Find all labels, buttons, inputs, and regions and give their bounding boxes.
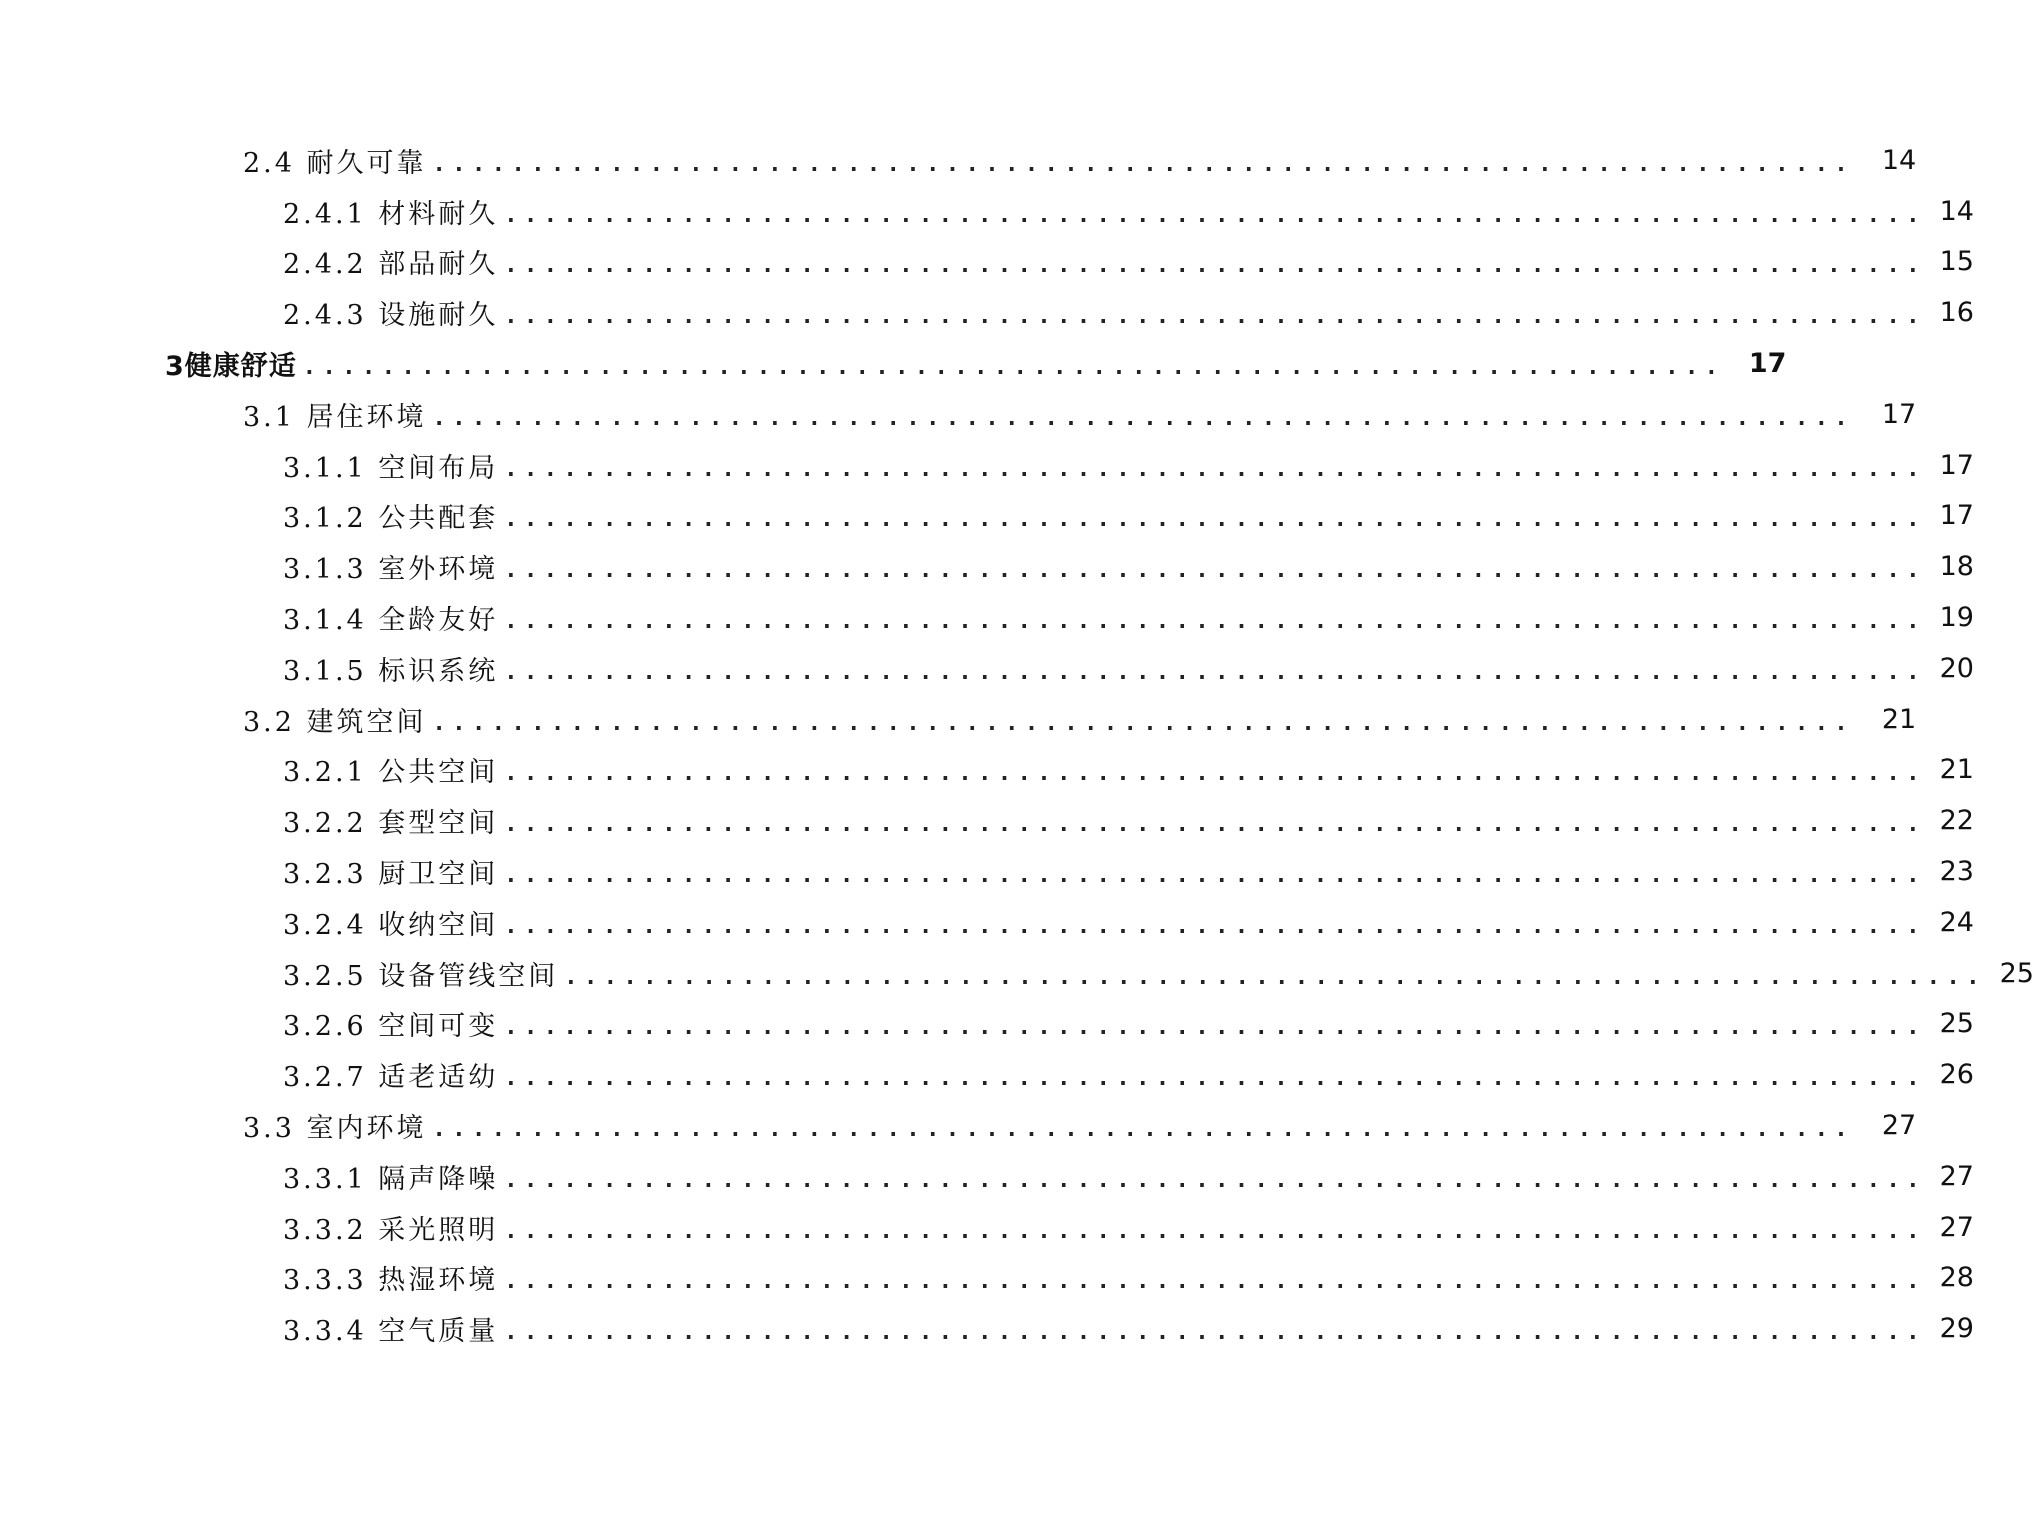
toc-entry-title: 3.2.7 适老适幼 (283, 1062, 499, 1094)
toc-entry-page: 21 (1939, 754, 1974, 786)
toc-entry-2-4-1[interactable] (0, 186, 1974, 237)
toc-entry-title: 3.2.2 套型空间 (283, 808, 499, 840)
toc-entry-title: 3.2.5 设备管线空间 (283, 960, 559, 992)
toc-entry-title: 3.2 建筑空间 (243, 706, 427, 738)
toc-dot-leader: ........................................................................ (504, 1167, 1926, 1193)
toc-dot-leader: ........................................................................ (564, 964, 1986, 990)
toc-entry-title: 3.2.6 空间可变 (283, 1011, 499, 1043)
toc-entry-page: 29 (1939, 1313, 1974, 1345)
toc-entry-title: 3.1.1 空间布局 (283, 452, 499, 484)
toc-dot-leader: ........................................................................ (504, 1218, 1926, 1244)
toc-entry-page: 27 (1881, 1110, 1917, 1142)
toc-entry-title: 3.2.1 公共空间 (283, 757, 499, 789)
toc-entry-3-2[interactable] (0, 694, 1917, 745)
toc-dot-leader: ........................................................................ (504, 1320, 1926, 1346)
toc-entry-page: 17 (1881, 398, 1917, 430)
toc-entry-2-4-3[interactable] (0, 287, 1974, 338)
toc-dot-leader: ........................................................................ (504, 1066, 1926, 1092)
toc-entry-page: 25 (1999, 957, 2034, 989)
toc-entry-title: 3.1.4 全龄友好 (283, 605, 499, 637)
toc-dot-leader: ........................................................................ (432, 710, 1855, 736)
toc-dot-leader: ........................................................................ (504, 456, 1926, 482)
toc-entry-title: 3.3.2 采光照明 (283, 1214, 499, 1246)
toc-entry-3-2-2[interactable] (0, 795, 1974, 846)
table-of-contents (0, 135, 2034, 1354)
toc-entry-2-4[interactable] (0, 135, 1917, 186)
toc-entry-page: 22 (1939, 805, 1974, 837)
toc-entry-3-3-3[interactable] (0, 1253, 1974, 1304)
toc-entry-3-3-2[interactable] (0, 1202, 1974, 1253)
toc-entry-page: 17 (1939, 449, 1974, 481)
toc-entry-page: 17 (1748, 348, 1787, 380)
toc-dot-leader: ........................................................................ (504, 202, 1926, 228)
toc-entry-title: 3.3.4 空气质量 (283, 1316, 499, 1348)
toc-entry-3-1[interactable] (0, 389, 1917, 440)
toc-dot-leader: ........................................................................ (504, 609, 1926, 635)
toc-dot-leader: ........................................................................ (504, 253, 1926, 279)
toc-entry-3-3-1[interactable] (0, 1151, 1974, 1202)
toc-dot-leader: ........................................................................ (432, 151, 1855, 177)
toc-dot-leader: ........................................................................ (504, 304, 1926, 330)
toc-dot-leader: ........................................................................ (432, 405, 1855, 431)
toc-dot-leader: ........................................................................ (504, 1015, 1926, 1041)
toc-entry-title: 3.3 室内环境 (243, 1113, 427, 1145)
toc-entry-title: 2.4 耐久可靠 (243, 147, 427, 179)
toc-entry-page: 21 (1881, 703, 1917, 735)
toc-entry-page: 19 (1939, 602, 1974, 634)
toc-entry-3-2-7[interactable] (0, 1049, 1974, 1100)
toc-entry-page: 14 (1939, 195, 1974, 227)
toc-entry-title: 3.1 居住环境 (243, 401, 427, 433)
toc-entry-page: 24 (1939, 906, 1974, 938)
toc-dot-leader: ........................................................................ (504, 1269, 1926, 1295)
toc-dot-leader: ........................................................................ (504, 659, 1926, 685)
toc-entry-page: 23 (1939, 856, 1974, 888)
toc-entry-3-1-1[interactable] (0, 440, 1974, 491)
toc-entry-title: 3.3.1 隔声降噪 (283, 1163, 499, 1195)
toc-entry-page: 27 (1939, 1211, 1974, 1243)
toc-entry-3-3[interactable] (0, 1100, 1917, 1151)
toc-entry-3-1-4[interactable] (0, 592, 1974, 643)
toc-dot-leader: ........................................................................ (504, 761, 1926, 787)
toc-entry-3[interactable] (0, 338, 1787, 389)
toc-entry-3-3-4[interactable] (0, 1303, 1974, 1354)
toc-entry-title: 2.4.3 设施耐久 (283, 300, 499, 332)
toc-entry-page: 18 (1939, 551, 1974, 583)
toc-entry-page: 14 (1881, 144, 1917, 176)
toc-entry-title: 3.3.3 热湿环境 (283, 1265, 499, 1297)
toc-dot-leader: ........................................................................ (504, 507, 1926, 533)
toc-entry-title: 2.4.1 材料耐久 (283, 198, 499, 230)
toc-entry-title: 3.1.5 标识系统 (283, 655, 499, 687)
toc-entry-page: 28 (1939, 1262, 1974, 1294)
toc-entry-title: 2.4.2 部品耐久 (283, 249, 499, 281)
toc-entry-page: 15 (1939, 246, 1974, 278)
toc-dot-leader: ........................................................................ (504, 812, 1926, 838)
toc-entry-3-1-3[interactable] (0, 541, 1974, 592)
toc-entry-page: 16 (1939, 297, 1974, 329)
toc-dot-leader: ........................................................................ (504, 558, 1926, 584)
toc-entry-page: 20 (1939, 652, 1974, 684)
toc-entry-3-2-6[interactable] (0, 999, 1974, 1050)
toc-entry-3-2-5[interactable] (0, 948, 2034, 999)
toc-entry-title: 3.1.3 室外环境 (283, 554, 499, 586)
toc-entry-2-4-2[interactable] (0, 237, 1974, 288)
toc-entry-title: 3.2.3 厨卫空间 (283, 859, 499, 891)
toc-entry-page: 25 (1939, 1008, 1974, 1040)
toc-entry-3-2-4[interactable] (0, 897, 1974, 948)
toc-entry-3-1-5[interactable] (0, 643, 1974, 694)
toc-entry-3-2-1[interactable] (0, 745, 1974, 796)
toc-dot-leader: ........................................................................ (432, 1117, 1855, 1143)
toc-entry-3-2-3[interactable] (0, 846, 1974, 897)
toc-dot-leader: ........................................................................ (302, 355, 1725, 381)
toc-dot-leader: ........................................................................ (504, 913, 1926, 939)
toc-dot-leader: ........................................................................ (504, 863, 1926, 889)
toc-entry-title: 3健康舒适 (165, 351, 297, 383)
toc-entry-page: 17 (1939, 500, 1974, 532)
toc-entry-page: 26 (1939, 1059, 1974, 1091)
toc-entry-3-1-2[interactable] (0, 491, 1974, 542)
toc-entry-title: 3.1.2 公共配套 (283, 503, 499, 535)
toc-entry-page: 27 (1939, 1160, 1974, 1192)
toc-entry-title: 3.2.4 收纳空间 (283, 909, 499, 941)
